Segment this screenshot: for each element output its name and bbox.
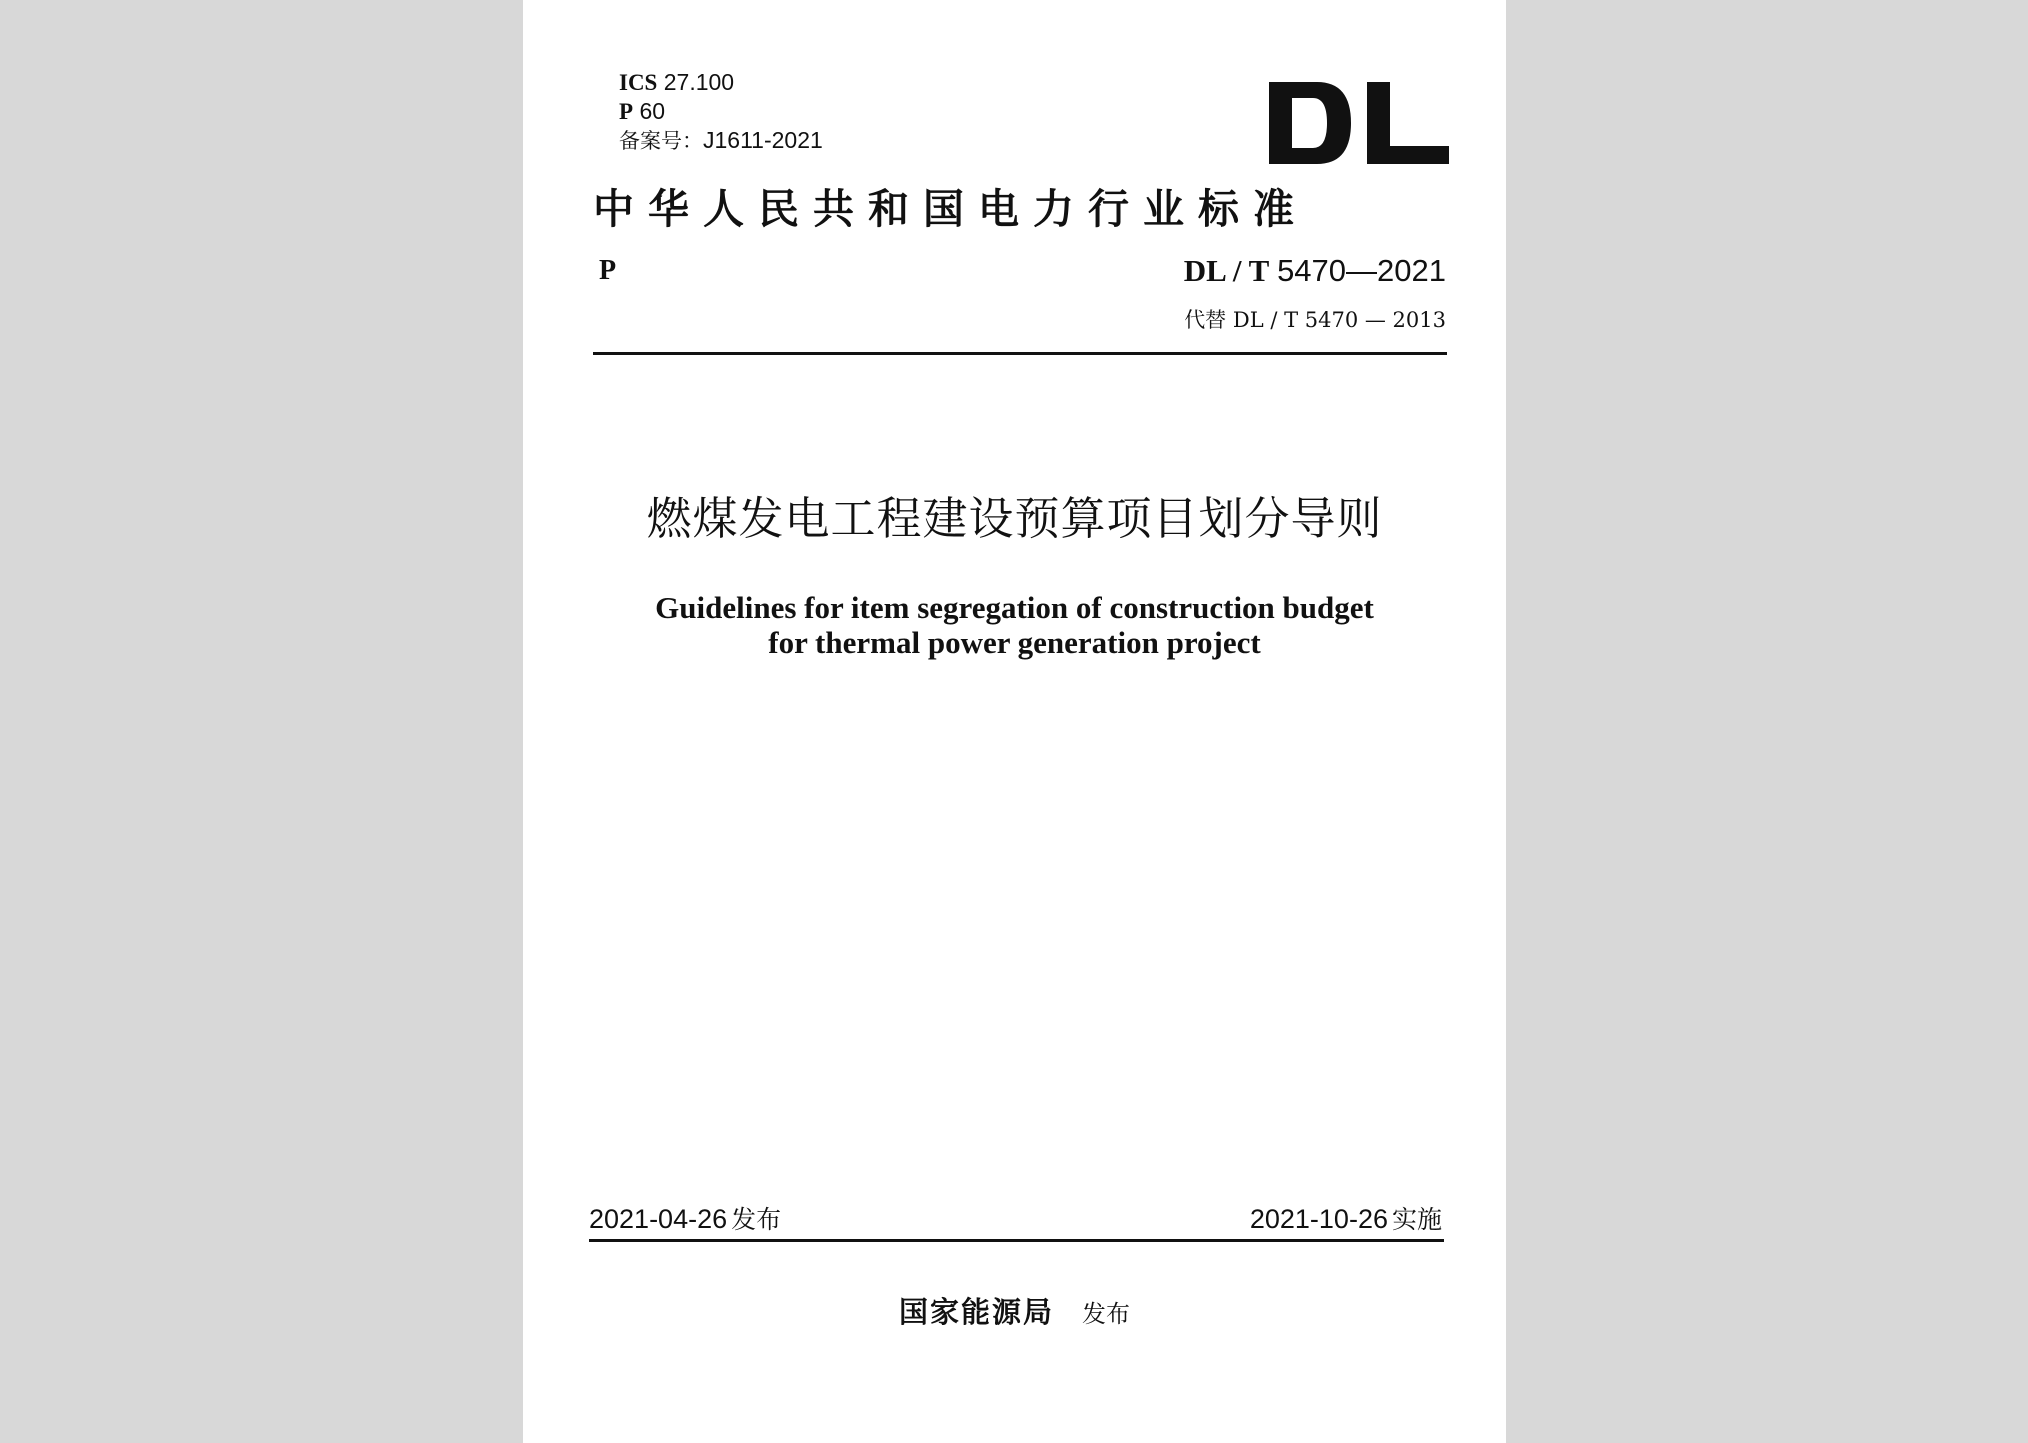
replaces-standard: 代替 DL / T 5470 — 2013 bbox=[1184, 308, 1446, 332]
header-divider bbox=[593, 352, 1447, 355]
publisher-line bbox=[523, 1290, 1506, 1331]
ccs-code bbox=[619, 97, 823, 126]
category-letter: P bbox=[599, 255, 617, 286]
record-label: 备案号： bbox=[619, 129, 703, 153]
implementation-date-value: 2021-10-26 bbox=[1249, 1204, 1388, 1234]
standard-code: 5470—2021 bbox=[1277, 253, 1446, 288]
classification-block bbox=[619, 68, 823, 156]
ics-code bbox=[619, 68, 823, 97]
record-number bbox=[619, 126, 823, 156]
publisher-action: 发布 bbox=[1082, 1300, 1130, 1328]
document-title-chinese: 燃煤发电工程建设预算项目划分导则 bbox=[646, 492, 1383, 545]
document-page bbox=[523, 0, 1506, 1443]
standard-prefix: DL / T bbox=[1183, 253, 1270, 288]
publication-date bbox=[589, 1200, 781, 1236]
ccs-value: 60 bbox=[639, 98, 666, 124]
document-title-english bbox=[523, 590, 1506, 660]
standard-number bbox=[1184, 253, 1446, 289]
dl-logo-icon bbox=[1269, 82, 1449, 164]
dl-logo bbox=[1269, 82, 1449, 164]
english-title-line-2: for thermal power generation project bbox=[768, 625, 1261, 660]
publication-date-value: 2021-04-26 bbox=[589, 1204, 728, 1234]
footer-divider bbox=[589, 1239, 1444, 1242]
ics-value: 27.100 bbox=[663, 69, 735, 95]
industry-standard-title: 中华人民共和国电力行业标准 bbox=[593, 185, 1308, 233]
record-value: J1611-2021 bbox=[703, 127, 823, 153]
ccs-label: P bbox=[619, 99, 634, 124]
implementation-date bbox=[1250, 1200, 1442, 1236]
publisher-org: 国家能源局 bbox=[898, 1295, 1054, 1329]
publication-label: 发布 bbox=[731, 1205, 782, 1234]
ics-label: ICS bbox=[619, 70, 658, 95]
english-title-line-1: Guidelines for item segregation of construction budget bbox=[655, 590, 1374, 625]
implementation-label: 实施 bbox=[1391, 1205, 1442, 1234]
